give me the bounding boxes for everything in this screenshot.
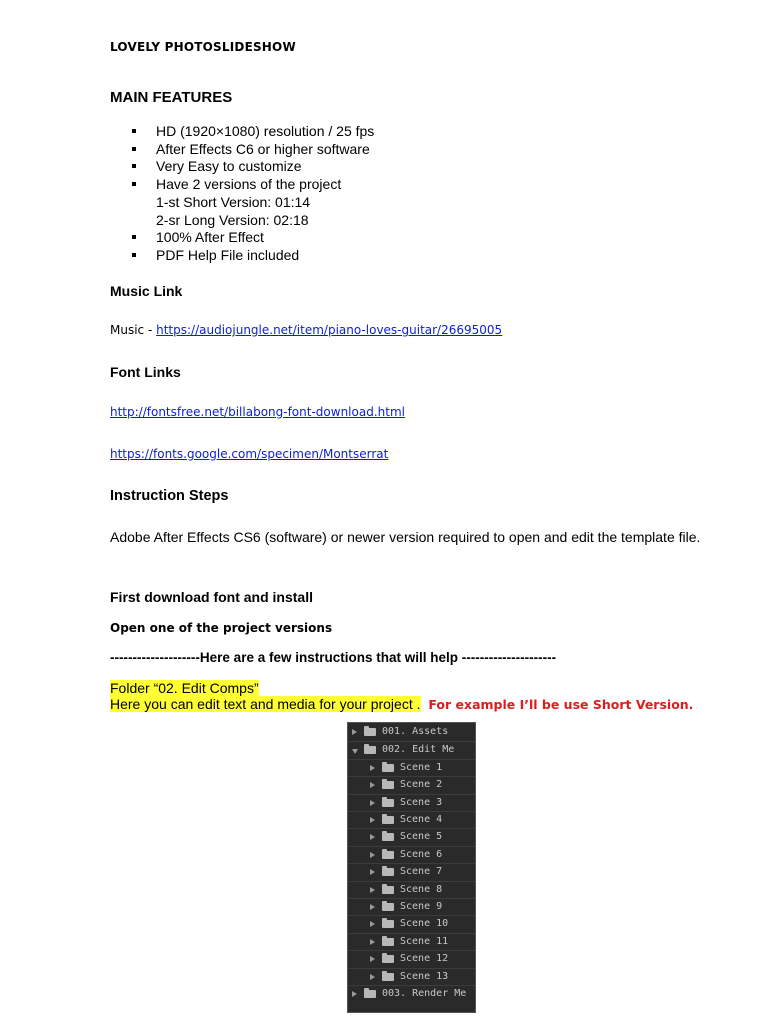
project-row[interactable] [348, 968, 475, 986]
expand-right-icon[interactable] [370, 765, 375, 771]
project-row[interactable] [348, 741, 475, 759]
project-row-label: 001. Assets [382, 726, 449, 737]
project-row-label: Scene 6 [400, 848, 443, 860]
expand-right-icon[interactable] [370, 852, 375, 858]
bullet-icon [132, 253, 136, 257]
project-row[interactable] [348, 915, 475, 933]
expand-right-icon[interactable] [370, 904, 375, 910]
folder-icon [382, 920, 394, 928]
project-row-label: Scene 11 [400, 935, 449, 947]
expand-right-icon[interactable] [370, 817, 375, 823]
project-row-label: 002. Edit Me [382, 744, 455, 756]
edit-line [110, 696, 693, 712]
folder-icon [382, 973, 394, 981]
folder-icon [382, 886, 394, 894]
expand-right-icon[interactable] [370, 887, 375, 893]
instruction-steps-heading: Instruction Steps [110, 488, 229, 504]
bullet-icon [132, 182, 136, 186]
project-row-label: Scene 13 [400, 970, 449, 982]
font-link-1[interactable]: http://fontsfree.net/billabong-font-download.html [110, 405, 405, 419]
music-prefix: Music - [110, 323, 157, 337]
project-row-label: 003. Render Me [382, 988, 467, 999]
feature-item: After Effects C6 or higher software [132, 141, 374, 159]
feature-item: HD (1920×1080) resolution / 25 fps [132, 123, 374, 141]
folder-icon [364, 728, 376, 736]
expand-right-icon[interactable] [370, 782, 375, 788]
project-panel [347, 722, 476, 1013]
expand-right-icon[interactable] [370, 939, 375, 945]
feature-subitem: 1-st Short Version: 01:14 [156, 193, 311, 210]
folder-icon [382, 833, 394, 841]
project-row[interactable] [348, 898, 475, 916]
folder-icon [382, 851, 394, 859]
folder-icon [382, 781, 394, 789]
folder-icon [382, 903, 394, 911]
feature-item: Very Easy to customize [132, 158, 374, 176]
bullet-icon [132, 147, 136, 151]
expand-right-icon[interactable] [370, 921, 375, 927]
bullet-icon [132, 235, 136, 239]
project-row-label: Scene 12 [400, 953, 449, 965]
folder-highlight: Folder “02. Edit Comps” [110, 680, 259, 696]
project-row[interactable] [348, 933, 475, 951]
bullet-icon [132, 164, 136, 168]
edit-highlight: Here you can edit text and media for your project . [110, 696, 421, 712]
music-link[interactable]: https://audiojungle.net/item/piano-loves-guitar/26695005 [156, 323, 503, 337]
project-row[interactable] [348, 794, 475, 812]
folder-icon [382, 955, 394, 963]
project-row[interactable] [348, 863, 475, 881]
feature-item: 100% After Effect [132, 229, 374, 247]
project-row[interactable] [348, 828, 475, 846]
music-link-heading: Music Link [110, 283, 183, 299]
main-features-heading: MAIN FEATURES [110, 89, 233, 106]
expand-down-icon[interactable] [352, 749, 358, 754]
project-row[interactable] [348, 985, 475, 1003]
project-row[interactable] [348, 759, 475, 777]
project-row-label: Scene 10 [400, 918, 449, 930]
instruction-text: Adobe After Effects CS6 (software) or newer version required to open and edit the template file. [110, 529, 701, 545]
folder-icon [364, 990, 376, 998]
font-links-heading: Font Links [110, 364, 181, 380]
feature-subitem: 2-sr Long Version: 02:18 [156, 211, 309, 228]
bullet-icon [132, 129, 136, 133]
project-row-label: Scene 1 [400, 761, 443, 773]
font-link-2[interactable]: https://fonts.google.com/specimen/Montserrat [110, 447, 389, 461]
project-row-label: Scene 9 [400, 901, 443, 912]
project-row-label: Scene 4 [400, 814, 443, 825]
project-row-label: Scene 5 [400, 831, 443, 843]
project-row[interactable] [348, 724, 475, 741]
step-download-font: First download font and install [110, 589, 313, 605]
expand-right-icon[interactable] [370, 956, 375, 962]
project-row[interactable] [348, 950, 475, 968]
document-title: LOVELY PHOTOSLIDESHOW [110, 40, 296, 54]
project-row-label: Scene 3 [400, 796, 443, 808]
project-row-label: Scene 8 [400, 883, 443, 895]
folder-icon [382, 764, 394, 772]
project-row[interactable] [348, 776, 475, 794]
project-row[interactable] [348, 811, 475, 829]
example-note: For example I’ll be use Short Version. [428, 697, 694, 712]
expand-right-icon[interactable] [352, 729, 357, 735]
font-link-montserrat[interactable] [110, 447, 388, 461]
expand-right-icon[interactable] [370, 974, 375, 980]
project-row[interactable] [348, 881, 475, 899]
features-list [132, 123, 374, 265]
music-line [110, 323, 502, 337]
font-link-billabong[interactable] [110, 405, 405, 419]
expand-right-icon[interactable] [370, 834, 375, 840]
expand-right-icon[interactable] [370, 869, 375, 875]
expand-right-icon[interactable] [352, 991, 357, 997]
folder-line [110, 680, 259, 696]
folder-icon [382, 799, 394, 807]
feature-item: PDF Help File included [132, 247, 374, 265]
expand-right-icon[interactable] [370, 800, 375, 806]
project-row[interactable] [348, 846, 475, 864]
project-row-label: Scene 7 [400, 866, 443, 878]
folder-icon [382, 868, 394, 876]
folder-icon [382, 938, 394, 946]
instructions-divider: --------------------Here are a few instructions that will help --------------------- [110, 650, 557, 665]
folder-icon [382, 816, 394, 824]
feature-item: Have 2 versions of the project [132, 176, 374, 194]
step-open-project: Open one of the project versions [110, 621, 333, 635]
folder-icon [364, 746, 376, 754]
project-row-label: Scene 2 [400, 779, 443, 791]
